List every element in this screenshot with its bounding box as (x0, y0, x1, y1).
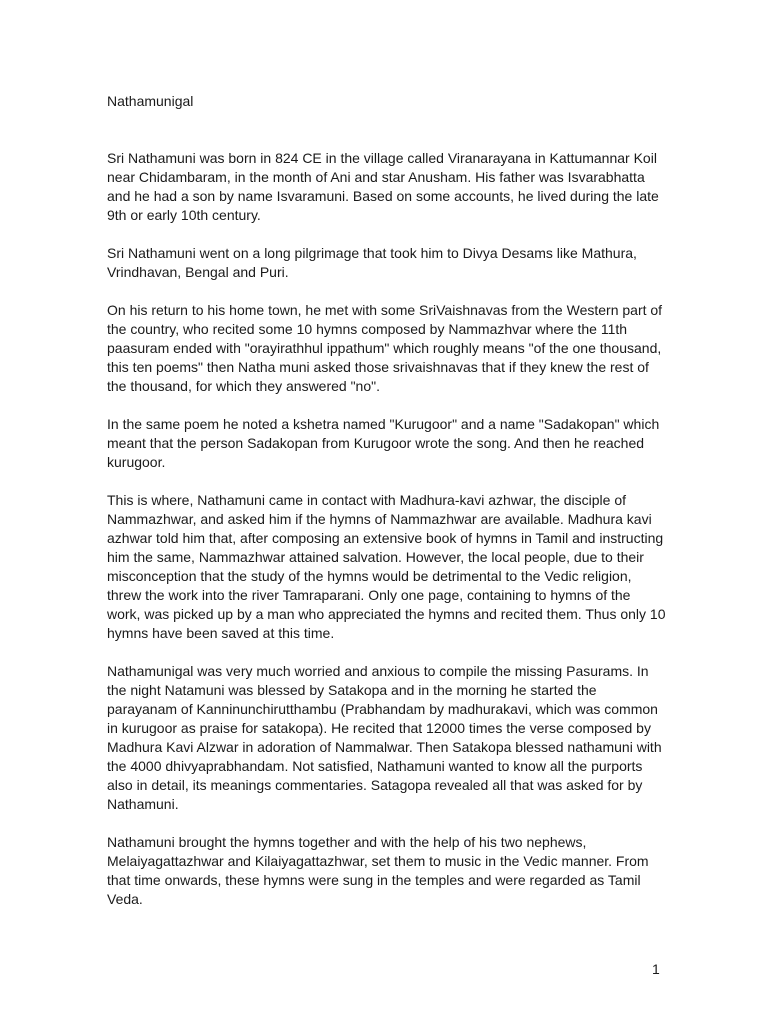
paragraph-madhurakavi: This is where, Nathamuni came in contact with Madhura-kavi azhwar, the disciple of Nammazhwar, and asked him if the hymns of Nammazhwar are available. Madhura kavi azhwar told him that, after composing an extensive book of hymns in Tamil and instructing him the same, Nammazhwar attained salvation. However, the local people, due to their misconception that the study of the hymns would be detrimental to the Vedic religion, threw the work into the river Tamraparani. Only one page, containing to hymns of the work, was picked up by a man who appreciated the hymns and recited them. Thus only 10 hymns have been saved at this time. (107, 492, 666, 641)
paragraph-pasurams: Nathamunigal was very much worried and anxious to compile the missing Pasurams. In the night Natamuni was blessed by Satakopa and in the morning he started the parayanam of Kanninunchirutthambu (Prabhandam by madhurakavi, which was common in kurugoor as praise for satakopa). He recited that 12000 times the verse composed by Madhura Kavi Alzwar in adoration of Nammalwar. Then Satakopa blessed nathamuni with the 4000 dhivyaprabhandam. Not satisfied, Nathamuni wanted to know all the purports also in detail, its meanings commentaries. Satagopa revealed all that was asked for by Nathamuni. (107, 663, 662, 812)
paragraph-birth: Sri Nathamuni was born in 824 CE in the village called Viranarayana in Kattumannar Koil near Chidambaram, in the month of Ani and star Anusham. His father was Isvarabhatta and he had a son by name Isvaramuni. Based on some accounts, he lived during the late 9th or early 10th century. (107, 150, 659, 223)
paragraph-return: On his return to his home town, he met with some SriVaishnavas from the Western part of the country, who recited some 10 hymns composed by Nammazhvar where the 11th paasuram ended with "orayirathhul ippathum" which roughly means "of the one thousand, this ten poems" then Natha muni asked those srivaishnavas that if they knew the rest of the thousand, for which they answered "no". (107, 302, 663, 394)
document-title: Nathamunigal (107, 93, 194, 109)
paragraph-kurugoor: In the same poem he noted a kshetra named "Kurugoor" and a name "Sadakopan" which meant that the person Sadakopan from Kurugoor wrote the song. And then he reached kurugoor. (107, 416, 660, 470)
page-number: 1 (652, 961, 660, 977)
paragraph-tamil-veda: Nathamuni brought the hymns together and with the help of his two nephews, Melaiyagattazhwar and Kilaiyagattazhwar, set them to music in the Vedic manner. From that time onwards, these hymns were sung in the temples and were regarded as Tamil Veda. (107, 834, 649, 907)
paragraph-pilgrimage: Sri Nathamuni went on a long pilgrimage that took him to Divya Desams like Mathura, Vrindhavan, Bengal and Puri. (107, 245, 637, 280)
document-body (107, 149, 667, 928)
